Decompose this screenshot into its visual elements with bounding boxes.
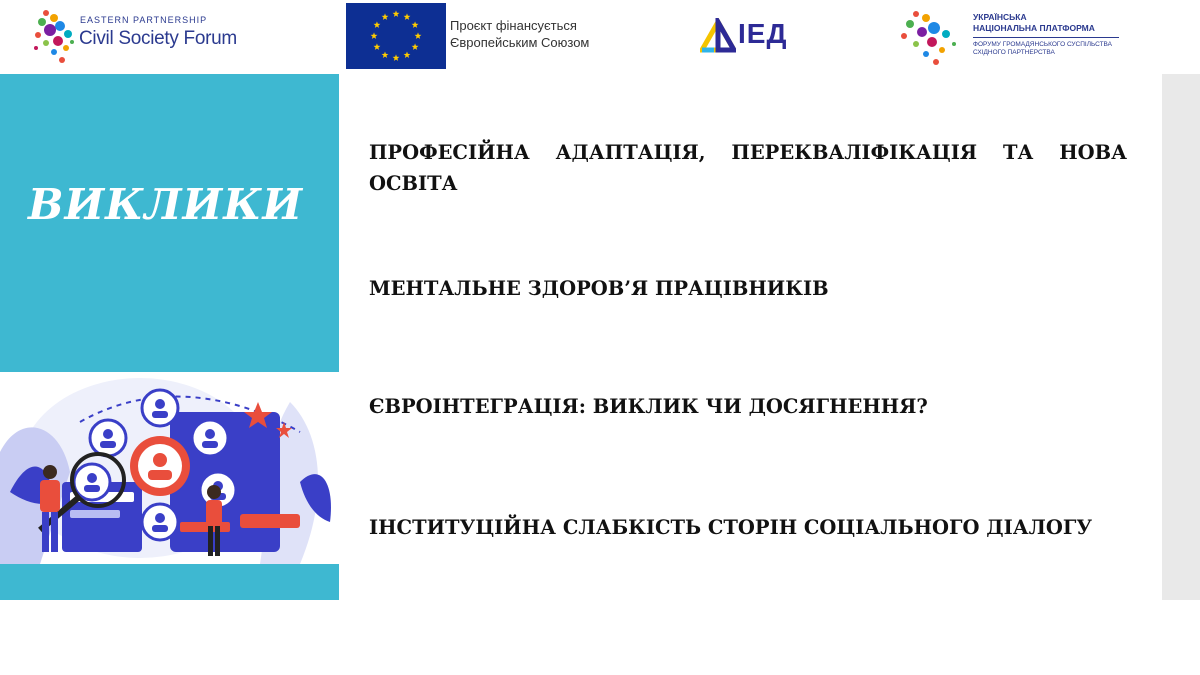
slide-title: ВИКЛИКИ: [28, 180, 304, 229]
unp-dots-icon: [896, 8, 968, 72]
eu-funding-line2: Європейським Союзом: [450, 35, 590, 50]
unp-subtitle-line1: ФОРУМУ ГРОМАДЯНСЬКОГО СУСПІЛЬСТВА: [973, 41, 1113, 48]
eu-star-icon: [393, 10, 400, 17]
eu-star-icon: [412, 21, 419, 28]
eu-star-icon: [374, 21, 381, 28]
eu-flag-icon: [346, 3, 446, 69]
eu-star-icon: [415, 32, 422, 39]
eu-star-icon: [382, 13, 389, 20]
eu-star-icon: [393, 54, 400, 61]
unp-title: [973, 12, 1095, 34]
eap-small-text: EASTERN PARTNERSHIP: [80, 15, 208, 25]
eu-star-icon: [382, 51, 389, 58]
title-panel: [0, 74, 339, 372]
unp-subtitle: [973, 41, 1112, 57]
challenge-item-3: ЄВРОІНТЕГРАЦІЯ: ВИКЛИК ЧИ ДОСЯГНЕННЯ?: [369, 395, 928, 418]
eu-star-icon: [404, 51, 411, 58]
logo-bar: [0, 0, 1200, 74]
eu-funding-line1: Проєкт фінансується: [450, 18, 577, 33]
eu-star-icon: [374, 43, 381, 50]
eu-star-icon: [404, 13, 411, 20]
eu-star-icon: [412, 43, 419, 50]
challenge-item-1: ПРОФЕСІЙНА АДАПТАЦІЯ, ПЕРЕКВАЛІФІКАЦІЯ ТА НОВА ОСВІТА: [369, 141, 1127, 195]
bottom-accent-band: [0, 564, 339, 600]
unp-subtitle-line2: СХІДНОГО ПАРТНЕРСТВА: [973, 49, 1055, 56]
right-edge-strip: [1162, 74, 1200, 600]
eu-star-icon: [371, 32, 378, 39]
eap-dots-icon: [32, 8, 82, 68]
unp-title-line1: УКРАЇНСЬКА: [973, 12, 1027, 22]
eu-funding-text: [450, 17, 589, 51]
unp-title-line2: НАЦІОНАЛЬНА ПЛАТФОРМА: [973, 23, 1095, 33]
challenge-item-2: МЕНТАЛЬНЕ ЗДОРОВ’Я ПРАЦІВНИКІВ: [369, 277, 829, 300]
ied-triangle-icon: [700, 18, 736, 58]
ied-logo-text: ІЕД: [738, 18, 788, 49]
challenge-item-4: ІНСТИТУЦІЙНА СЛАБКІСТЬ СТОРІН СОЦІАЛЬНОГО ДІАЛОГУ: [369, 516, 1093, 539]
recruitment-illustration: [0, 372, 339, 564]
unp-divider: [973, 37, 1119, 38]
eap-big-text: Civil Society Forum: [79, 28, 237, 49]
